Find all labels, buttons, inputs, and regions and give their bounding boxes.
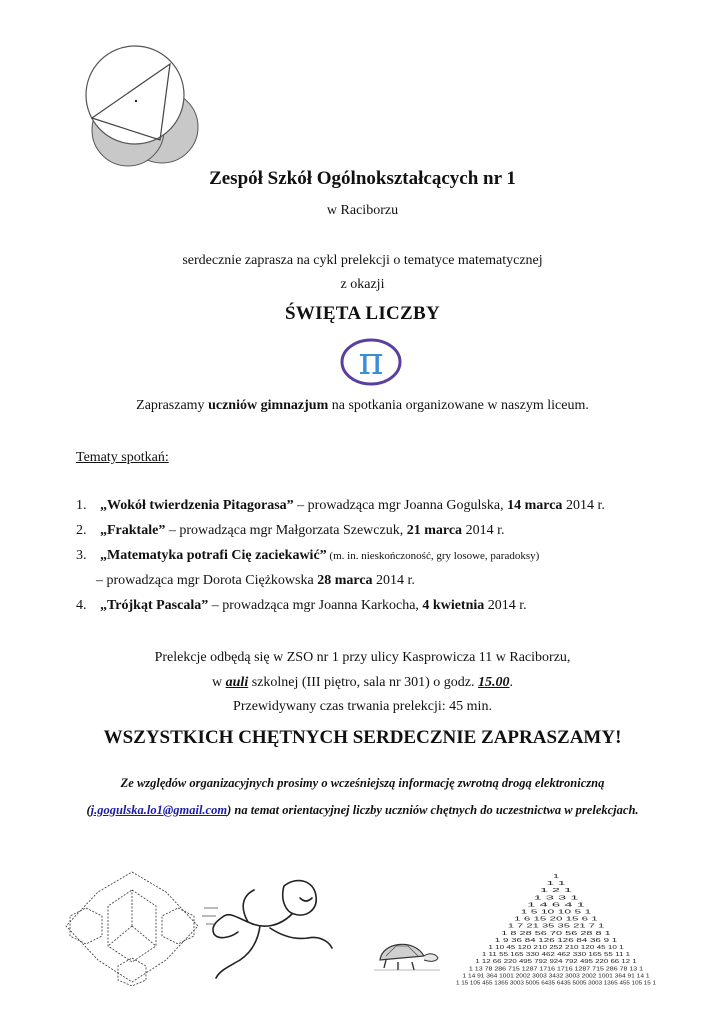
invite-text: serdecznie zaprasza na cykl prelekcji o tematyce matematycznej bbox=[182, 253, 543, 268]
intro-bold: uczniów gimnazjum bbox=[208, 398, 329, 413]
intro-text bbox=[0, 398, 725, 414]
occasion-text: z okazji bbox=[340, 277, 385, 292]
geometry-figure bbox=[78, 44, 208, 170]
pascal-row: 1 9 36 84 126 126 84 36 9 1 bbox=[494, 937, 618, 944]
pi-symbol: π bbox=[358, 339, 384, 383]
pi-logo bbox=[339, 337, 403, 387]
venue-aula: auli bbox=[225, 675, 249, 690]
pascal-triangle bbox=[450, 872, 662, 990]
topic-item-continuation: – prowadząca mgr Dorota Ciężkowska 28 marca 2014 r. bbox=[96, 573, 415, 588]
holiday-title: ŚWIĘTA LICZBY bbox=[284, 303, 441, 324]
topic-date: 21 marca bbox=[406, 523, 463, 538]
pascal-row: 1 4 6 4 1 bbox=[527, 902, 586, 909]
pascal-row: 1 3 3 1 bbox=[533, 895, 580, 902]
topic-item: 1. „Wokół twierdzenia Pitagorasa” – prowadząca mgr Joanna Gogulska, 14 marca 2014 r. bbox=[76, 498, 605, 513]
runner-illustration bbox=[200, 868, 340, 986]
topic-title: „Fraktale” bbox=[100, 523, 166, 538]
topic-title: „Matematyka potrafi Cię zaciekawić” bbox=[100, 548, 327, 563]
pascal-row: 1 10 45 120 210 252 210 120 45 10 1 bbox=[488, 945, 625, 951]
note-line-1: Ze względów organizacyjnych prosimy o wcześniejszą informację zwrotną drogą elektroniczną bbox=[120, 776, 605, 790]
turtle-illustration bbox=[374, 930, 440, 972]
topic-date: 28 marca bbox=[317, 573, 373, 588]
pascal-row: 1 1 bbox=[546, 881, 567, 888]
topic-item: 2. „Fraktale” – prowadząca mgr Małgorzata Szewczuk, 21 marca 2014 r. bbox=[76, 523, 505, 538]
pascal-row: 1 13 78 286 715 1287 1716 1716 1287 715 286 78 13 1 bbox=[468, 966, 644, 973]
venue-time: 15.00 bbox=[477, 675, 510, 690]
intro-after: na spotkania organizowane w naszym liceum. bbox=[328, 398, 589, 413]
pascal-row: 1 12 66 220 495 792 924 792 495 220 66 12 1 bbox=[475, 959, 637, 966]
closing-invitation: WSZYSTKICH CHĘTNYCH SERDECZNIE ZAPRASZAMY! bbox=[103, 727, 622, 748]
pascal-row: 1 14 91 364 1001 2002 3003 3432 3003 2002 1001 364 91 14 1 bbox=[462, 973, 650, 980]
topic-title: „Trójkąt Pascala” bbox=[100, 598, 209, 613]
topic-date: 14 marca bbox=[507, 498, 563, 513]
venue-line-3: Przewidywany czas trwania prelekcji: 45 min. bbox=[233, 699, 492, 714]
topic-item: 4. „Trójkąt Pascala” – prowadząca mgr Joanna Karkocha, 4 kwietnia 2014 r. bbox=[76, 598, 527, 613]
topic-title: „Wokół twierdzenia Pitagorasa” bbox=[100, 498, 294, 513]
pascal-row: 1 2 1 bbox=[540, 888, 573, 895]
pascal-row: 1 6 15 20 15 6 1 bbox=[514, 916, 599, 923]
pascal-row: 1 11 55 165 330 462 462 330 165 55 11 1 bbox=[481, 952, 631, 959]
note-line-2: (j.gogulska.lo1@gmail.com) na temat orientacyjnej liczby uczniów chętnych do uczestnictwa w prelekcjach. bbox=[86, 803, 639, 817]
topic-date: 4 kwietnia bbox=[422, 598, 485, 613]
topic-note: (m. in. nieskończoność, gry losowe, paradoksy) bbox=[326, 550, 540, 562]
email-link[interactable]: j.gogulska.lo1@gmail.com bbox=[90, 803, 228, 817]
topic-item: 3. „Matematyka potrafi Cię zaciekawić” (m. in. nieskończoność, gry losowe, paradoksy) bbox=[76, 548, 540, 563]
venue-line-2: w auli szkolnej (III piętro, sala nr 301) o godz. 15.00. bbox=[212, 675, 513, 690]
pascal-row: 1 bbox=[553, 874, 560, 880]
venue-line-1: Prelekcje odbędą się w ZSO nr 1 przy ulicy Kasprowicza 11 w Raciborzu, bbox=[154, 650, 571, 665]
school-city: w Raciborzu bbox=[326, 203, 399, 218]
intro-before: Zapraszamy bbox=[136, 398, 209, 413]
pascal-row: 1 7 21 35 35 21 7 1 bbox=[507, 923, 605, 930]
school-name: Zespół Szkół Ogólnokształcących nr 1 bbox=[209, 168, 516, 189]
koch-snowflake-fractal bbox=[62, 868, 202, 986]
pascal-row: 1 8 28 56 70 56 28 8 1 bbox=[501, 930, 612, 937]
topics-heading: Tematy spotkań: bbox=[76, 450, 169, 465]
pascal-row: 1 5 10 10 5 1 bbox=[520, 909, 592, 916]
pascal-row: 1 15 105 455 1365 3003 5005 6435 6435 5005 3003 1365 455 105 15 1 bbox=[456, 980, 657, 987]
